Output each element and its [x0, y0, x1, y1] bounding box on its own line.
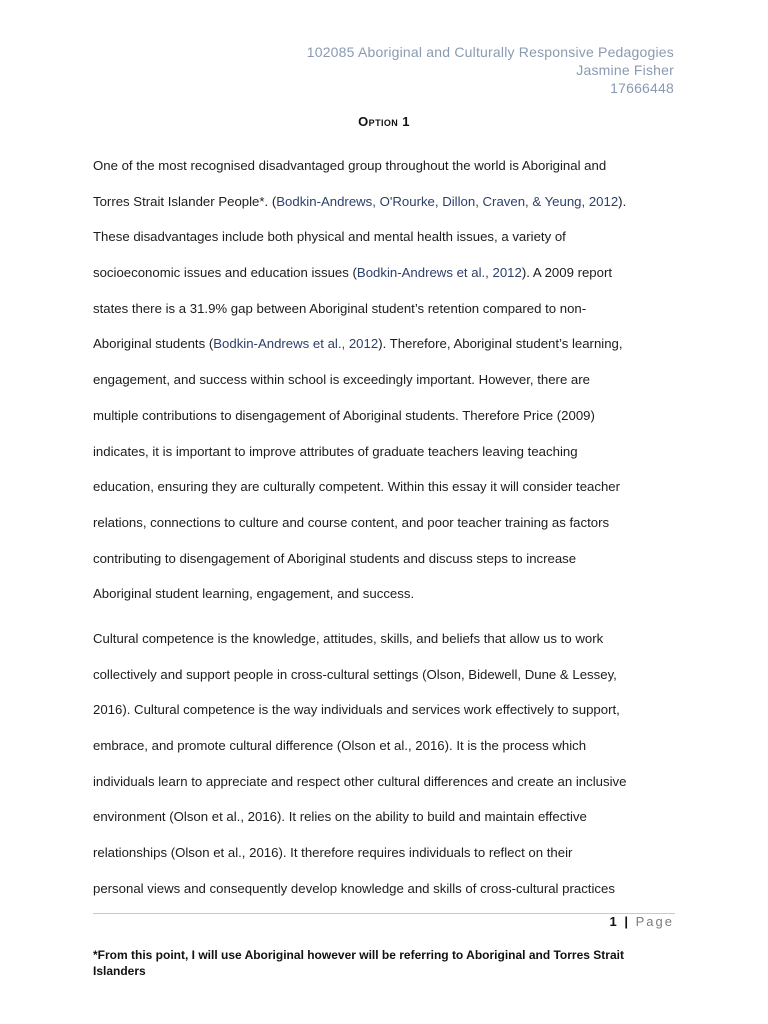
text-line [93, 728, 681, 764]
page-title: Option 1 [358, 114, 410, 129]
text-run: ). Therefore, Aboriginal student’s learning, [378, 336, 623, 352]
text-run: contributing to disengagement of Aboriginal students and discuss steps to increase [93, 550, 577, 566]
document-header [307, 43, 674, 97]
text-run: indicates, it is important to improve attributes of graduate teachers leaving teaching [93, 443, 578, 459]
text-run: embrace, and promote cultural difference (Olson et al., 2016). It is the process which [93, 738, 587, 754]
text-line [93, 469, 681, 505]
text-line [93, 576, 681, 612]
text-run: Aboriginal students ( [93, 336, 214, 352]
text-run: One of the most recognised disadvantaged group throughout the world is Aboriginal and [93, 158, 607, 173]
text-line [93, 835, 681, 871]
text-line [93, 505, 681, 541]
text-line [93, 326, 681, 362]
citation: Bodkin-Andrews et al., 2012 [356, 265, 522, 281]
text-line [93, 692, 681, 728]
text-run: individuals learn to appreciate and respect other cultural differences and create an inclusive [93, 773, 627, 789]
text-line [93, 541, 681, 577]
text-run: education, ensuring they are culturally competent. Within this essay it will consider teacher [93, 479, 621, 495]
text-run: ). [618, 193, 627, 209]
text-line [93, 255, 681, 291]
page-separator: | [624, 914, 629, 929]
footer-divider [93, 913, 675, 914]
text-line [93, 291, 681, 327]
text-line [93, 434, 681, 470]
text-run: Aboriginal student learning, engagement, and success. [93, 586, 415, 602]
text-line [93, 799, 681, 835]
text-line [93, 362, 681, 398]
text-run: Torres Strait Islander People*. ( [93, 193, 277, 209]
paragraph-1 [93, 148, 681, 612]
citation: Bodkin-Andrews et al., 2012 [213, 336, 379, 352]
footnote: *From this point, I will use Aboriginal however will be referring to Aboriginal and Torres Strait Islanders [93, 948, 624, 978]
paragraph-2 [93, 621, 681, 907]
text-run: collectively and support people in cross-cultural settings (Olson, Bidewell, Dune & Lessey, [93, 666, 617, 682]
text-line [93, 398, 681, 434]
text-run: environment (Olson et al., 2016). It relies on the ability to build and maintain effective [93, 809, 587, 825]
header-course-title: 102085 Aboriginal and Culturally Responsive Pedagogies [306, 44, 674, 60]
text-run: relations, connections to culture and course content, and poor teacher training as factors [93, 514, 610, 530]
text-run: engagement, and success within school is exceedingly important. However, there are [93, 372, 590, 388]
page-title-container [0, 114, 768, 129]
text-run: These disadvantages include both physical and mental health issues, a variety of [93, 229, 566, 245]
page-label: Page [635, 914, 674, 929]
text-line [93, 764, 681, 800]
header-author-name: Jasmine Fisher [576, 62, 674, 78]
text-line [93, 621, 681, 657]
text-line [93, 657, 681, 693]
text-run: personal views and consequently develop knowledge and skills of cross-cultural practices [93, 880, 615, 896]
citation: Bodkin-Andrews, O'Rourke, Dillon, Craven, & Yeung, 2012 [276, 193, 619, 209]
header-student-id: 17666448 [610, 80, 674, 96]
text-run: states there is a 31.9% gap between Aboriginal student’s retention compared to non- [93, 300, 587, 316]
text-run: 2016). Cultural competence is the way individuals and services work effectively to support, [93, 702, 620, 718]
text-line [93, 871, 681, 907]
text-run: relationships (Olson et al., 2016). It therefore requires individuals to reflect on their [93, 845, 573, 861]
page-number: 1 [609, 914, 618, 929]
page-number-footer [610, 914, 675, 929]
text-run: multiple contributions to disengagement of Aboriginal students. Therefore Price (2009) [93, 407, 595, 423]
text-run: ). A 2009 report [521, 265, 613, 281]
text-line [93, 184, 681, 220]
text-line [93, 148, 681, 184]
text-run: Cultural competence is the knowledge, attitudes, skills, and beliefs that allow us to work [93, 631, 604, 646]
text-run: socioeconomic issues and education issues ( [93, 265, 357, 281]
text-line [93, 219, 681, 255]
